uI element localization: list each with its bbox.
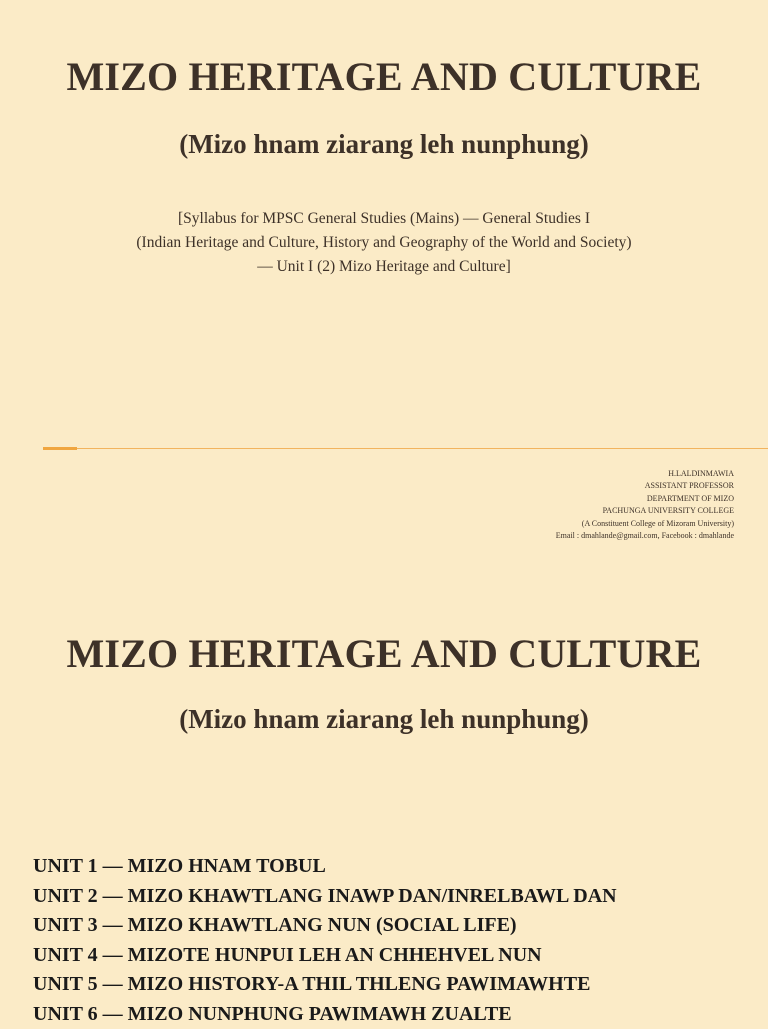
syllabus-line: — Unit I (2) Mizo Heritage and Culture] xyxy=(0,255,768,279)
author-position: ASSISTANT PROFESSOR xyxy=(374,480,734,492)
author-college: PACHUNGA UNIVERSITY COLLEGE xyxy=(374,505,734,517)
author-contact: Email : dmahlande@gmail.com, Facebook : dmahlande xyxy=(374,530,734,542)
slide-title: MIZO HERITAGE AND CULTURE xyxy=(0,53,768,100)
divider-accent xyxy=(43,447,77,450)
unit-item: UNIT 5 — MIZO HISTORY-A THIL THLENG PAWIMAWHTE xyxy=(33,970,763,1000)
divider-line xyxy=(43,448,768,449)
unit-item: UNIT 2 — MIZO KHAWTLANG INAWP DAN/INRELBAWL DAN xyxy=(33,882,763,912)
slide-subtitle: (Mizo hnam ziarang leh nunphung) xyxy=(0,704,768,735)
author-info xyxy=(374,468,734,542)
unit-list xyxy=(33,852,763,1029)
author-affiliation: (A Constituent College of Mizoram University) xyxy=(374,518,734,530)
slide-title: MIZO HERITAGE AND CULTURE xyxy=(0,630,768,677)
unit-item: UNIT 4 — MIZOTE HUNPUI LEH AN CHHEHVEL NUN xyxy=(33,941,763,971)
contents-slide xyxy=(0,590,768,1024)
syllabus-note xyxy=(0,207,768,279)
author-name: H.LALDINMAWIA xyxy=(374,468,734,480)
unit-item: UNIT 3 — MIZO KHAWTLANG NUN (SOCIAL LIFE) xyxy=(33,911,763,941)
syllabus-line: (Indian Heritage and Culture, History and Geography of the World and Society) xyxy=(0,231,768,255)
slide-subtitle: (Mizo hnam ziarang leh nunphung) xyxy=(0,129,768,160)
author-department: DEPARTMENT OF MIZO xyxy=(374,493,734,505)
unit-item: UNIT 6 — MIZO NUNPHUNG PAWIMAWH ZUALTE xyxy=(33,1000,763,1029)
unit-item: UNIT 1 — MIZO HNAM TOBUL xyxy=(33,852,763,882)
syllabus-line: [Syllabus for MPSC General Studies (Mains) — General Studies I xyxy=(0,207,768,231)
